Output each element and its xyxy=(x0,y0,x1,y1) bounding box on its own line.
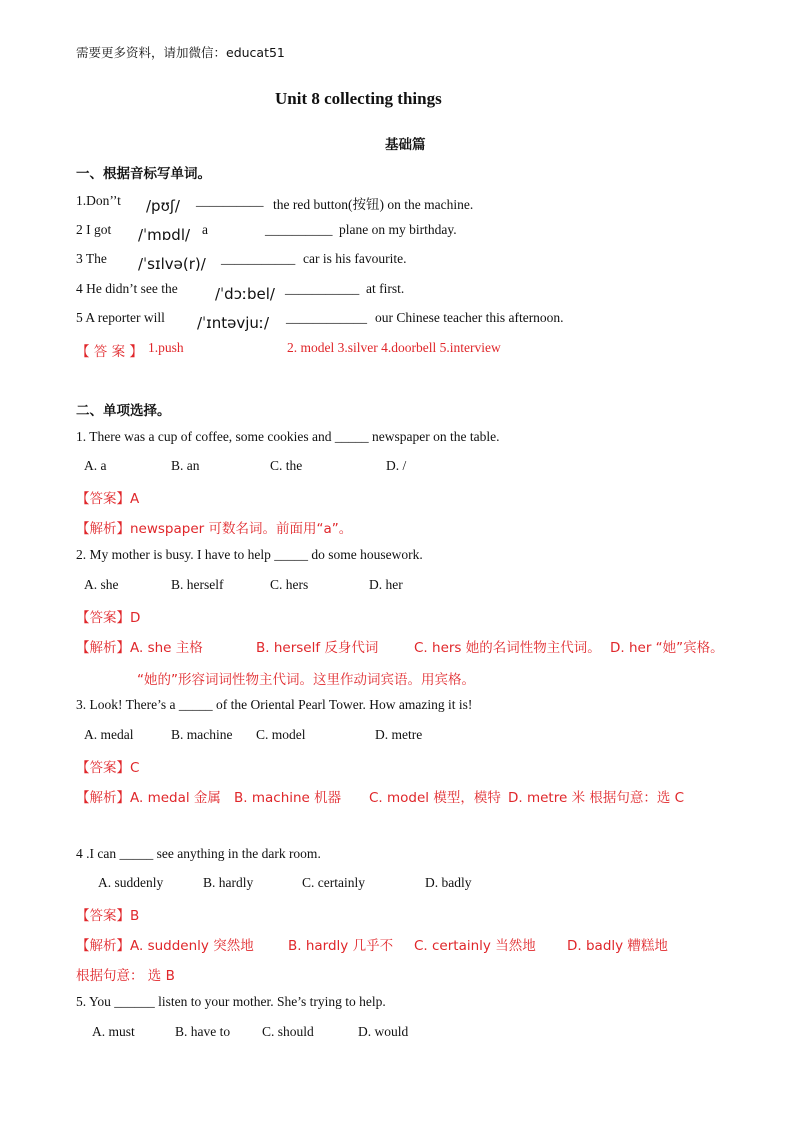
q4-prefix: 4 He didn’t see the xyxy=(76,281,178,296)
q2-phonetic: /ˈmɒdl/ xyxy=(138,226,191,244)
q1-phonetic: /pʊʃ/ xyxy=(146,197,180,215)
mc-q5-option-b: B. have to xyxy=(175,1024,231,1039)
q1-prefix: 1.Don’’t xyxy=(76,193,121,208)
q3-prefix: 3 The xyxy=(76,251,107,266)
mc-q4-analysis-cont: 根据句意： 选 B xyxy=(76,968,175,984)
header-note: 需要更多资料，请加微信：educat51 xyxy=(76,45,285,60)
mc-q3-analysis-c: C. model 模型，模特 xyxy=(369,790,501,806)
mc-q2-analysis-cont: “她的”形容词词性物主代词。这里作动词宾语。用宾格。 xyxy=(137,672,475,688)
q2-suffix: plane on my birthday. xyxy=(339,222,457,237)
q5-phonetic: /ˈɪntəvjuː/ xyxy=(197,314,270,332)
mc-q1-option-b: B. an xyxy=(171,458,200,473)
mc-q3-option-d: D. metre xyxy=(375,727,423,742)
mc-q4-option-c: C. certainly xyxy=(302,875,365,890)
mc-q3-option-b: B. machine xyxy=(171,727,233,742)
mc-q5-option-a: A. must xyxy=(92,1024,135,1039)
mc-q2-analysis-c: C. hers 她的名词性物主代词。 xyxy=(414,640,601,656)
answer-text-a: 1.push xyxy=(148,340,184,355)
mc-q2-option-a: A. she xyxy=(84,577,119,592)
mc-q1-analysis: 【解析】newspaper 可数名词。前面用“a”。 xyxy=(76,521,353,537)
q5-prefix: 5 A reporter will xyxy=(76,310,165,325)
mc-q4-analysis-d: D. badly 糟糕地 xyxy=(567,938,668,954)
mc-q3-stem: 3. Look! There’s a _____ of the Oriental Pearl Tower. How amazing it is! xyxy=(76,697,473,712)
q4-blank[interactable]: ___________ xyxy=(285,281,360,296)
mc-q1-option-a: A. a xyxy=(84,458,107,473)
q5-blank[interactable]: ____________ xyxy=(286,310,367,325)
q3-blank[interactable]: ___________ xyxy=(221,251,296,266)
q2-prefix: 2 I got xyxy=(76,222,112,237)
q1-blank[interactable]: __________ xyxy=(196,193,264,208)
mc-q3-analysis-d: D. metre 米 根据句意：选 C xyxy=(508,790,685,806)
mc-q3-option-a: A. medal xyxy=(84,727,134,742)
mc-q4-analysis-a: 【解析】A. suddenly 突然地 xyxy=(76,938,254,954)
mc-q2-stem: 2. My mother is busy. I have to help _____ do some housework. xyxy=(76,547,423,562)
mc-q2-option-c: C. hers xyxy=(270,577,309,592)
q2-blank[interactable]: __________ xyxy=(265,222,333,237)
q3-suffix: car is his favourite. xyxy=(303,251,407,266)
q5-suffix: our Chinese teacher this afternoon. xyxy=(375,310,564,325)
mc-q5-option-c: C. should xyxy=(262,1024,314,1039)
q4-phonetic: /ˈdɔːbel/ xyxy=(215,285,275,303)
mc-q3-analysis-b: B. machine 机器 xyxy=(234,790,342,806)
q2-mid: a xyxy=(202,222,208,237)
page-title: Unit 8 collecting things xyxy=(275,89,442,108)
mc-q4-analysis-c: C. certainly 当然地 xyxy=(414,938,536,954)
mc-q1-answer: 【答案】A xyxy=(76,491,140,507)
mc-q2-analysis-b: B. herself 反身代词 xyxy=(256,640,379,656)
mc-q5-option-d: D. would xyxy=(358,1024,409,1039)
mc-q3-answer: 【答案】C xyxy=(76,760,140,776)
mc-q2-analysis-d: D. her “她”宾格。 xyxy=(610,640,724,656)
mc-q3-analysis-a: 【解析】A. medal 金属 xyxy=(76,790,221,806)
q4-suffix: at first. xyxy=(366,281,405,296)
mc-q2-answer: 【答案】D xyxy=(76,610,141,626)
mc-q1-option-c: C. the xyxy=(270,458,303,473)
mc-q4-answer: 【答案】B xyxy=(76,908,140,924)
answer-text-b: 2. model 3.silver 4.doorbell 5.interview xyxy=(287,340,501,355)
mc-q4-option-d: D. badly xyxy=(425,875,472,890)
q3-phonetic: /ˈsɪlvə(r)/ xyxy=(138,255,206,273)
mc-q5-stem: 5. You ______ listen to your mother. She’s trying to help. xyxy=(76,994,386,1009)
answer-label: 【 答 案 】 xyxy=(76,344,143,360)
q1-suffix: the red button(按钮) on the machine. xyxy=(273,197,474,212)
mc-q4-stem: 4 .I can _____ see anything in the dark room. xyxy=(76,846,321,861)
mc-q2-option-d: D. her xyxy=(369,577,403,592)
mc-q1-option-d: D. / xyxy=(386,458,407,473)
mc-q4-option-a: A. suddenly xyxy=(98,875,164,890)
mc-q4-option-b: B. hardly xyxy=(203,875,254,890)
mc-q2-analysis-a: 【解析】A. she 主格 xyxy=(76,640,203,656)
section-subtitle: 基础篇 xyxy=(385,137,426,153)
mc-q3-option-c: C. model xyxy=(256,727,306,742)
mc-q1-stem: 1. There was a cup of coffee, some cookies and _____ newspaper on the table. xyxy=(76,429,500,444)
mc-q4-analysis-b: B. hardly 几乎不 xyxy=(288,938,394,954)
section2-heading: 二、单项选择。 xyxy=(76,403,171,419)
mc-q2-option-b: B. herself xyxy=(171,577,224,592)
section1-heading: 一、根据音标写单词。 xyxy=(76,166,211,182)
